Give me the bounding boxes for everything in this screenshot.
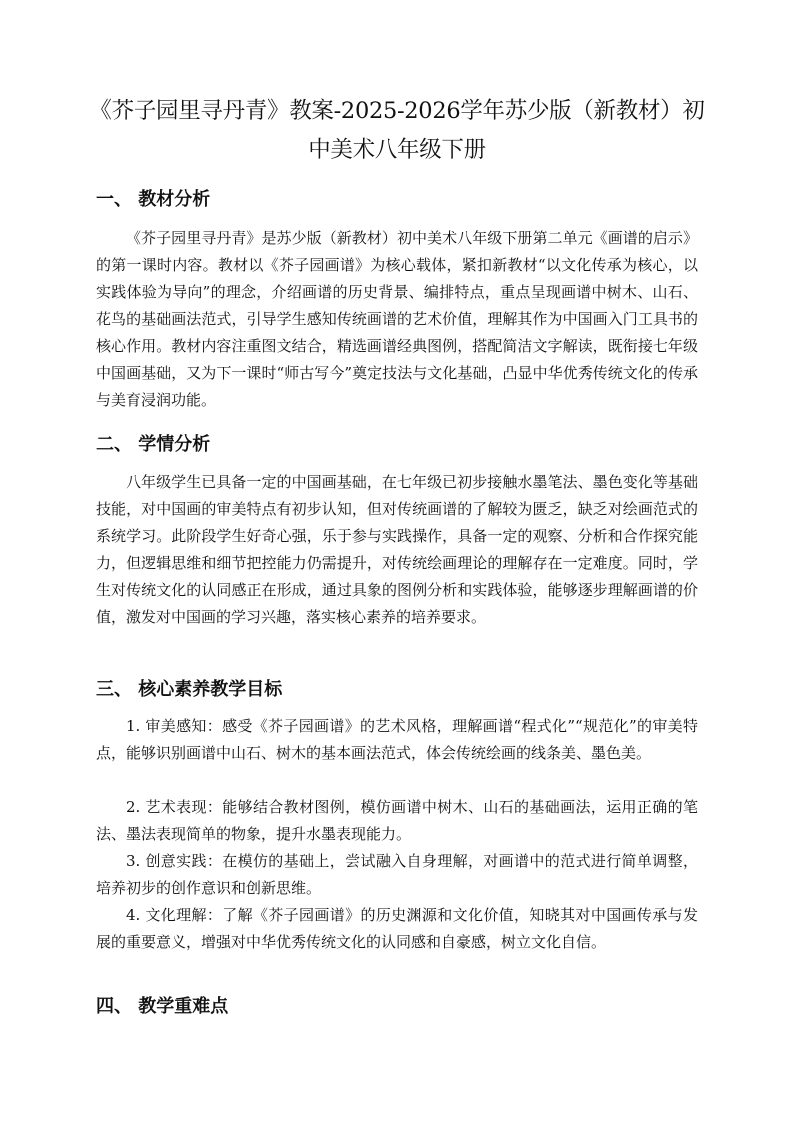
textbook-analysis-paragraph: 《芥子园里寻丹青》是苏少版（新教材）初中美术八年级下册第二单元《画谱的启示》的第一课时内容。教材以《芥子园画谱》为核心载体，紧扣新教材“以文化传承为核心，以实践体验为导向”的理念，介绍画谱的历史背景、编排特点，重点呈现画谱中树木、山石、花鸟的基础画法范式，引导学生感知传统画谱的艺术价值，理解其作为中国画入门工具书的核心作用。教材内容注重图文结合，精选画谱经典图例，搭配简洁文字解读，既衔接七年级中国画基础，又为下一课时“师古写今”奠定技法与文化基础，凸显中华优秀传统文化的传承与美育浸润功能。	[96, 229, 698, 409]
goal-cultural-understanding: 4. 文化理解：了解《芥子园画谱》的历史渊源和文化价值，知晓其对中国画传承与发展的重要意义，增强对中华优秀传统文化的认同感和自豪感，树立文化自信。	[96, 906, 698, 951]
section-heading-key-difficulties: 四、 教学重难点	[96, 996, 229, 1017]
section-heading-teaching-goals: 三、 核心素养教学目标	[96, 679, 283, 700]
document-title: 《芥子园里寻丹青》教案-2025-2026学年苏少版（新教材）初中美术八年级下册	[89, 98, 705, 163]
section-heading-textbook-analysis: 一、 教材分析	[96, 189, 211, 210]
student-analysis-paragraph: 八年级学生已具备一定的中国画基础，在七年级已初步接触水墨笔法、墨色变化等基础技能，对中国画的审美特点有初步认知，但对传统画谱的了解较为匮乏，缺乏对绘画范式的系统学习。此阶段学生好奇心强，乐于参与实践操作，具备一定的观察、分析和合作探究能力，但逻辑思维和细节把控能力仍需提升，对传统绘画理论的理解存在一定难度。同时，学生对传统文化的认同感正在形成，通过具象的图例分析和实践体验，能够逐步理解画谱的价值，激发对中国画的学习兴趣，落实核心素养的培养要求。	[96, 473, 698, 626]
goal-creative-practice: 3. 创意实践：在模仿的基础上，尝试融入自身理解，对画谱中的范式进行简单调整，培养初步的创作意识和创新思维。	[96, 852, 698, 897]
document-page	[89, 92, 705, 1017]
goal-artistic-expression: 2. 艺术表现：能够结合教材图例，模仿画谱中树木、山石的基础画法，运用正确的笔法、墨法表现简单的物象，提升水墨表现能力。	[96, 798, 698, 843]
section-heading-student-analysis: 二、 学情分析	[96, 434, 211, 455]
goal-aesthetic-perception: 1. 审美感知：感受《芥子园画谱》的艺术风格，理解画谱“程式化”“规范化”的审美特点，能够识别画谱中山石、树木的基本画法范式，体会传统绘画的线条美、墨色美。	[96, 717, 698, 762]
